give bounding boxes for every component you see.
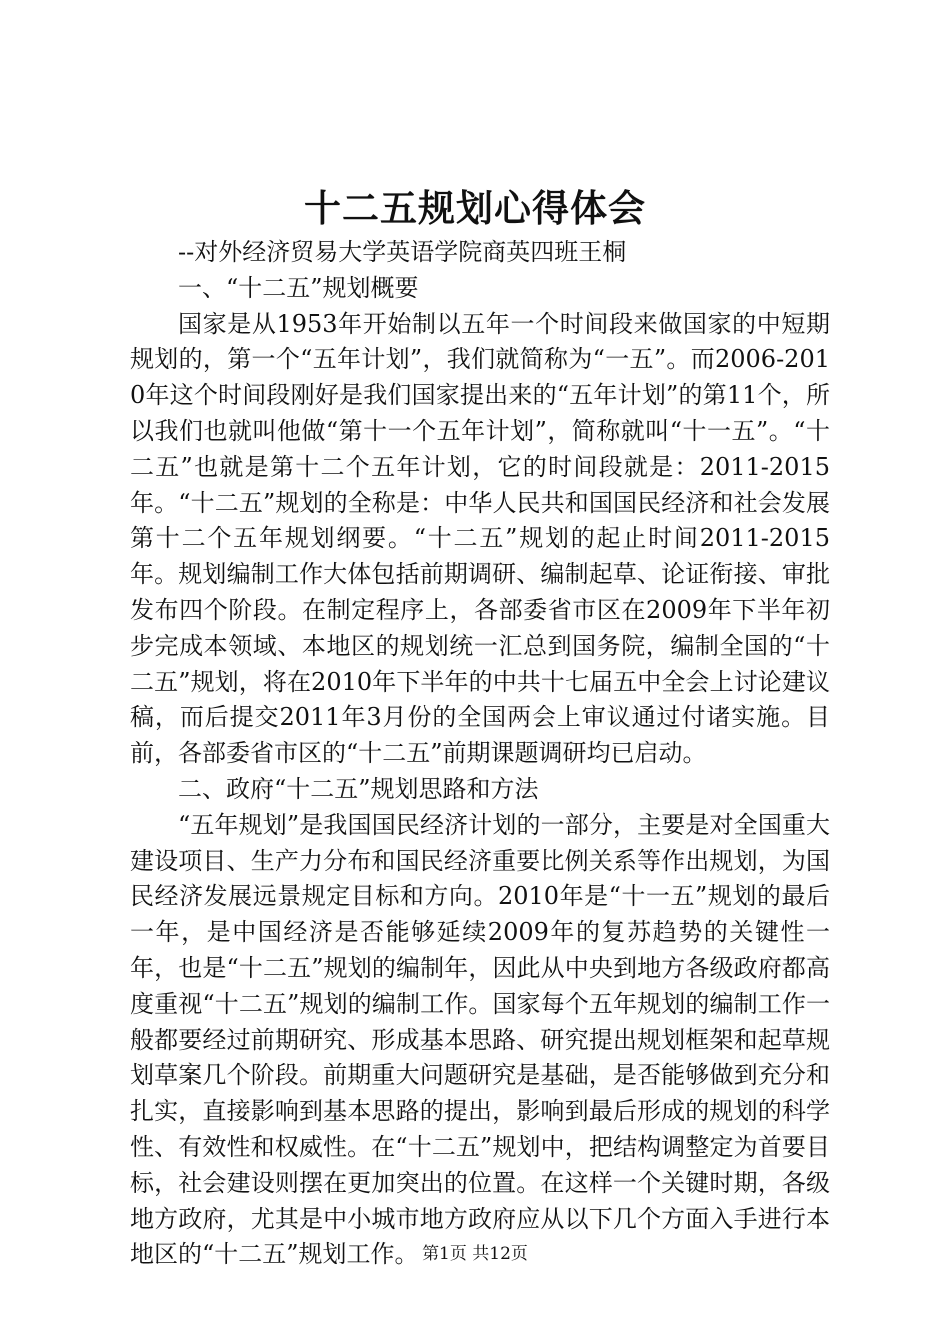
section-2-heading: 二、政府“十二五”规划思路和方法 bbox=[178, 774, 539, 803]
document-body bbox=[130, 235, 830, 1273]
section-1-heading: 一、“十二五”规划概要 bbox=[178, 273, 419, 302]
paragraph-1: 国家是从1953年开始制以五年一个时间段来做国家的中短期规划的，第一个“五年计划”，我们就简称为“一五”。而2006-2010年这个时间段刚好是我们国家提出来的“五年计划”的第11个，所以我们也就叫他做“第十一个五年计划”，简称就叫“十一五”。“十二五”也就是第十二个五年计划，它的时间段就是：2011-2015年。“十二五”规划的全称是：中华人民共和国国民经济和社会发展第十二个五年规划纲要。“十二五”规划的起止时间2011-2015年。规划编制工作大体包括前期调研、编制起草、论证衔接、审批发布四个阶段。在制定程序上，各部委省市区在2009年下半年初步完成本领域、本地区的规划统一汇总到国务院，编制全国的“十二五”规划，将在2010年下半年的中共十七届五中全会上讨论建议稿，而后提交2011年3月份的全国两会上审议通过付诸实施。目前，各部委省市区的“十二五”前期课题调研均已启动。 bbox=[130, 309, 830, 768]
page-footer: 第1页 共12页 bbox=[422, 1244, 528, 1264]
paragraph-2: “五年规划”是我国国民经济计划的一部分，主要是对全国重大建设项目、生产力分布和国民经济重要比例关系等作出规划，为国民经济发展远景规定目标和方向。2010年是“十一五”规划的最后一年，是中国经济是否能够延续2009年的复苏趋势的关键性一年，也是“十二五”规划的编制年，因此从中央到地方各级政府都高度重视“十二五”规划的编制工作。国家每个五年规划的编制工作一般都要经过前期研究、形成基本思路、研究提出规划框架和起草规划草案几个阶段。前期重大问题研究是基础，是否能够做到充分和扎实，直接影响到基本思路的提出，影响到最后形成的规划的科学性、有效性和权威性。在“十二五”规划中，把结构调整定为首要目标，社会建设则摆在更加突出的位置。在这样一个关键时期，各级地方政府，尤其是中小城市地方政府应从以下几个方面入手进行本地区的“十二五”规划工作。 bbox=[130, 810, 830, 1269]
author-line: --对外经济贸易大学英语学院商英四班王桐 bbox=[178, 238, 627, 266]
document-title: 十二五规划心得体会 bbox=[304, 186, 646, 230]
